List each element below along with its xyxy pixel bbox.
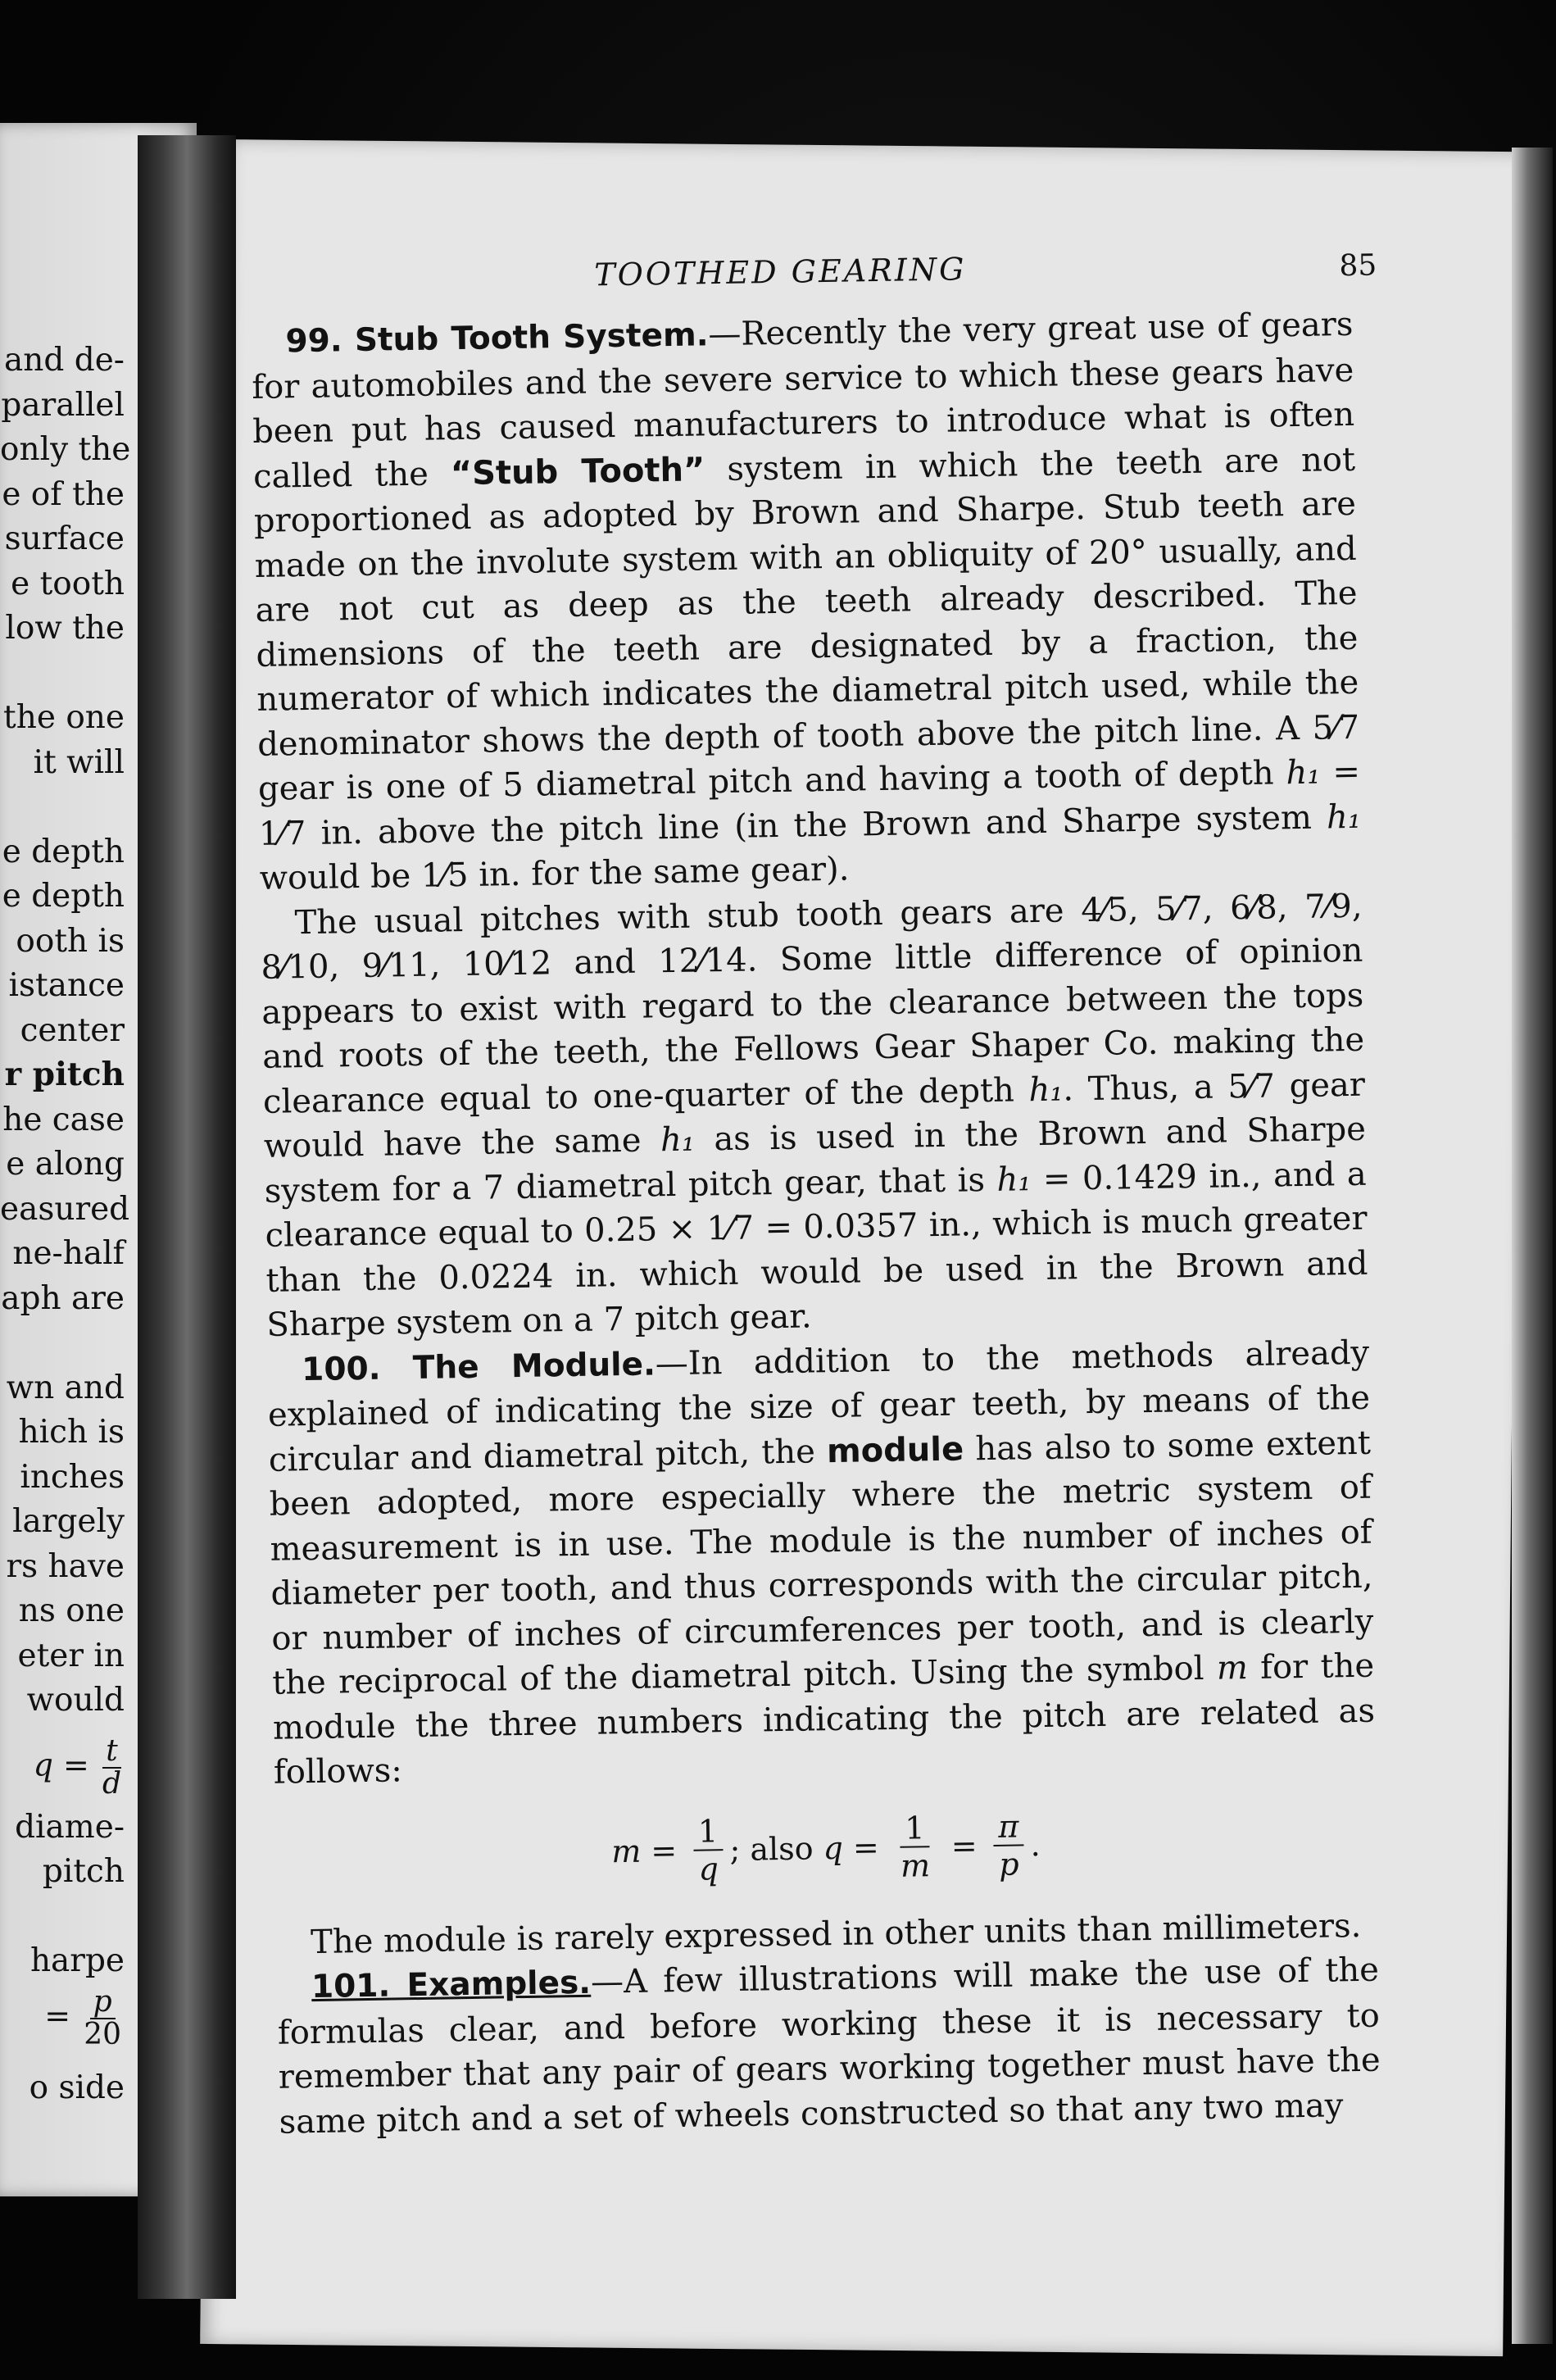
module-units-sentence: The module is rarely expressed in other units than millimeters. xyxy=(310,1906,1362,1961)
left-page-line: ne-half xyxy=(12,1235,125,1272)
left-page-line: only the xyxy=(0,431,131,468)
section-99-paragraph-2: The usual pitches with stub tooth gears are 4⁄5, 5⁄7, 6⁄8, 7⁄9, 8⁄10, 9⁄11, 10⁄12 and 12⁄14. Some little difference of opinion appears to exist with regard to the clearance between the tops and roots of the teeth, the Fellows Gear Shaper Co. making the clearance equal to one-quarter of the depth h₁. Thus, a 5⁄7 gear would have the same h₁ as is used in the Brown and Sharpe system for a 7 diametral pitch gear, that is h₁ = 0.1429 in., and a clearance equal to 0.25 × 1⁄7 = 0.0357 in., which is much greater than the 0.0224 in. which would be used in the Brown and Sharpe system on a 7 pitch gear. xyxy=(261,887,1368,1344)
left-page-line: it will xyxy=(33,743,125,781)
left-page-line: low the xyxy=(5,610,125,647)
left-page-line: easured xyxy=(0,1190,130,1228)
left-formula-q: q = $\frac{t}{d}$ xyxy=(33,1733,121,1801)
left-page-line: he case xyxy=(2,1101,125,1138)
left-page-line: aph are xyxy=(1,1279,125,1317)
left-page-line: the one xyxy=(3,699,125,736)
left-page-line: hich is xyxy=(18,1414,125,1451)
left-page-line: surface xyxy=(4,520,125,557)
left-page-line: ooth is xyxy=(16,922,125,960)
left-page-line: eter in xyxy=(17,1637,125,1674)
left-page-line: e depth xyxy=(2,878,125,915)
left-page-line: largely xyxy=(12,1503,125,1540)
section-99-paragraph-1: 99. Stub Tooth System.—Recently the very great use of gears for automobiles and the severe service to which these gears have been put has caused manufacturers to introduce what is often called the “Stub Tooth” system in which the teeth are not proportioned as adopted by Brown and Sharpe. Stub teeth are made on the involute system with an obliquity of 20° usually, and are not cut as deep as the teeth already described. The dimensions of the teeth are designated by a fraction, the numerator of which indicates the diametral pitch used, while the denominator shows the depth of tooth above the pitch line. A 5⁄7 gear is one of 5 diametral pitch and having a tooth of depth h₁ = 1⁄7 in. above the pitch line (in the Brown and Sharpe system h₁ would be 1⁄5 in. for the same gear). xyxy=(252,305,1362,897)
left-page-line: would xyxy=(26,1682,125,1719)
left-page-line: pitch xyxy=(42,1853,125,1890)
running-title: TOOTHED GEARING xyxy=(593,251,967,293)
left-page-line: o side xyxy=(29,2069,125,2106)
left-page-line: rs have xyxy=(6,1547,125,1585)
page-content xyxy=(250,245,1381,2145)
page-number: 85 xyxy=(1339,248,1377,284)
left-page-line: e of the xyxy=(2,475,125,513)
left-page-line: diame- xyxy=(15,1808,125,1846)
fraction-pi-over-p: $\frac{\pi}{p}$ xyxy=(993,1808,1024,1883)
left-page-line: e tooth xyxy=(11,565,125,602)
left-page-line: r pitch xyxy=(4,1056,125,1093)
section-100-heading: 100. The Module. xyxy=(301,1345,656,1388)
module-formula: m = $\frac{1}{q}$ ; also q = $\frac{1}{m}$ = $\frac{\pi}{p}$ . xyxy=(610,1808,1041,1887)
stub-tooth-term: “Stub Tooth” xyxy=(450,450,705,493)
left-page-line: parallel xyxy=(1,386,125,424)
left-page-line: istance xyxy=(8,967,125,1004)
fraction-1-over-m: $\frac{1}{m}$ xyxy=(900,1810,931,1884)
left-formula-p: = $\frac{p}{20}$ xyxy=(44,1984,121,2051)
module-term: module xyxy=(826,1429,964,1470)
left-page-line: e along xyxy=(6,1146,125,1183)
left-page-line: harpe xyxy=(29,1942,125,1979)
left-page-line: center xyxy=(20,1011,125,1049)
section-100-paragraph: 100. The Module.—In addition to the methods already explained of indicating the size of gear teeth, by means of the circular and diametral pitch, the module has also to some extent been adopted, more especially where the metric system of measurement is in use. The module is the number of inches of diameter per tooth, and thus corresponds with the circular pitch, or number of inches of circumferences per tooth, and is clearly the reciprocal of the diametral pitch. Using the symbol m for the module the three numbers indicating the pitch are related as follows: xyxy=(267,1333,1376,1792)
left-page-line: wn and xyxy=(6,1369,125,1406)
left-page-line: e depth xyxy=(2,833,125,870)
left-page-line: and de- xyxy=(4,342,125,379)
left-page-line: inches xyxy=(20,1458,125,1496)
fraction-1-over-q: $\frac{1}{q}$ xyxy=(692,1813,724,1887)
left-page-line: ns one xyxy=(18,1592,125,1629)
section-101-paragraph: 101. Examples.—A few illustrations will make the use of the formulas clear, and before working these it is necessary to remember that any pair of gears working together must have the same pitch and a set of wheels constructed so that any two may xyxy=(277,1951,1381,2142)
section-99-heading: 99. Stub Tooth System. xyxy=(285,316,709,361)
section-101-heading: 101. Examples. xyxy=(311,1964,592,2006)
